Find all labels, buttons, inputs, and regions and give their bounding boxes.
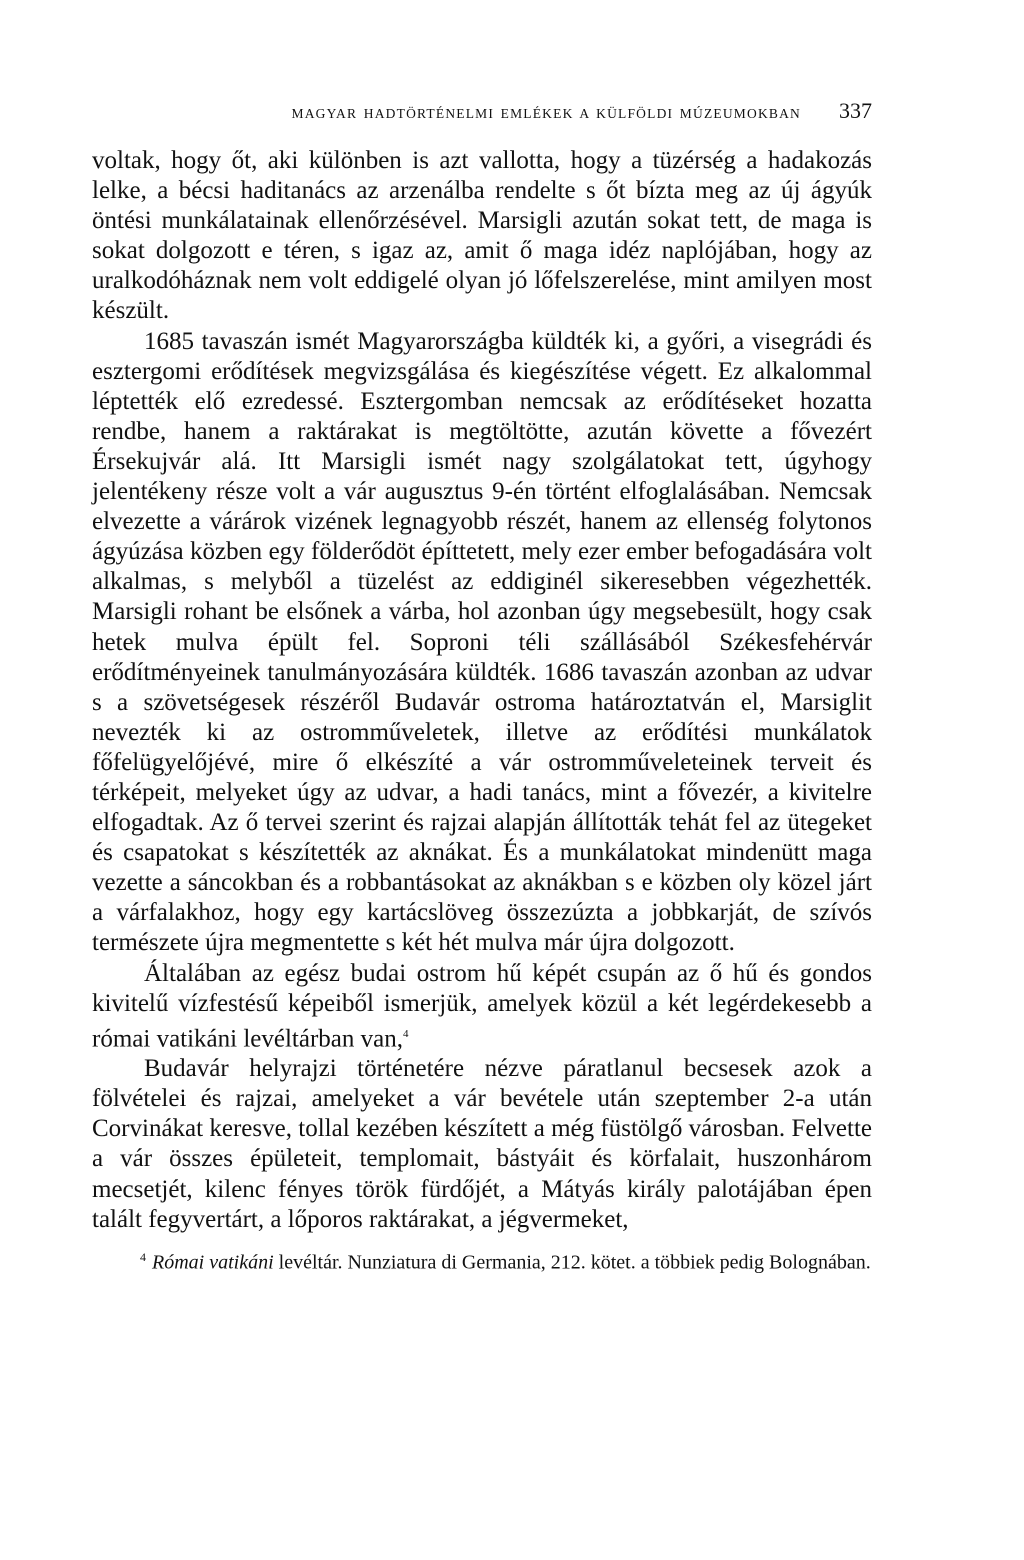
paragraph-1: voltak, hogy őt, aki különben is azt vallotta, hogy a tüzérség a hadakozás lelke, a bécsi haditanács az arzenálba rendelte s őt bízta meg az új ágyúk öntési munkálatainak ellenőrzésével. Marsigli azután sokat tett, de maga is sokat dolgozott e téren, s igaz az, amit ő maga idéz naplójában, hogy az uralkodóháznak nem volt eddigelé olyan jó lőfelszerelése, mint amilyen most készült. (92, 147, 872, 325)
footnote-mark: 4 (140, 1249, 146, 1264)
footnote-source-italic: Római vatikáni (152, 1251, 274, 1274)
running-title: MAGYAR HADTÖRTÉNELMI EMLÉKEK A KÜLFÖLDI MÚZEUMOKBAN (291, 106, 801, 121)
paragraph-3-text: Általában az egész budai ostrom hű képét csupán az ő hű és gondos kivitelű vízfestésű képeiből ismerjük, amelyek közül a két legérdekesebb a római vatikáni levéltárban van, (92, 959, 872, 1053)
page-number: 337 (839, 98, 872, 123)
footnote (92, 1245, 872, 1276)
footnote-text: levéltár. Nunziatura di Germania, 212. kötet. a többiek pedig Bolognában. (273, 1251, 871, 1274)
paragraph-4: Budavár helyrajzi történetére nézve páratlanul becsesek azok a fölvételei és rajzai, amelyeket a vár bevétele után szeptember 2-a után Corvinákat keresve, tollal kezében készített a még füstölgő városban. Felvette a vár összes épületeit, templomait, bástyáit és körfalait, huszonhárom mecsetjét, kilenc fényes török fürdőjét, a Mátyás király palotájában épen talált fegyvertárt, a lőporos raktárakat, a jégvermeket, (92, 1055, 872, 1233)
running-head (112, 98, 872, 124)
book-page (92, 98, 872, 1275)
footnote-reference: 4 (403, 1027, 409, 1040)
body-text (92, 146, 872, 1235)
paragraph-3 (92, 959, 872, 1055)
paragraph-2: 1685 tavaszán ismét Magyarországba küldték ki, a győri, a visegrádi és esztergomi erődítések megvizsgálása és kiegészítése végett. Ez alkalommal léptették elő ezredessé. Esztergomban nemcsak az erődítéseket hozatta rendbe, hanem a raktárakat is megtöltötte, azután követte a fővezért Érsekujvár alá. Itt Marsigli ismét nagy szolgálatokat tett, úgyhogy jelentékeny része volt a vár augusztus 9-én történt elfoglalásában. Nemcsak elvezette a várárok vizének legnagyobb részét, hanem az ellenség folytonos ágyúzása közben egy földerődöt építtetett, mely ezer ember befogadására volt alkalmas, s melyből a tüzelést az eddiginél sikeresebben végezhették. Marsigli rohant be elsőnek a várba, hol azonban úgy megsebesült, hogy csak hetek mulva épült fel. Soproni téli szállásából Székesfehérvár erődítményeinek tanulmányozására küldték. 1686 tavaszán azonban az udvar s a szövetségesek részéről Budavár ostroma határoztatván el, Marsiglit nevezték ki az ostromműveletek, illetve az erődítési munkálatok főfelügyelőjévé, mire ő elkészíté a vár ostromműveleteinek terveit és térképeit, melyeket úgy az udvar, a hadi tanács, mint a fővezér, a kivitelre elfogadtak. Az ő tervei szerint és rajzai alapján állították tehát fel az ütegeket és csapatokat s készítették az aknákat. És a munkálatokat mindenütt maga vezette a sáncokban és a robbantásokat az aknákban s e közben oly közel járt a várfalakhoz, hogy egy kartácslöveg összezúzta a jobbkarját, de szívós természete újra megmentette s két hét mulva már újra dolgozott. (92, 327, 872, 957)
